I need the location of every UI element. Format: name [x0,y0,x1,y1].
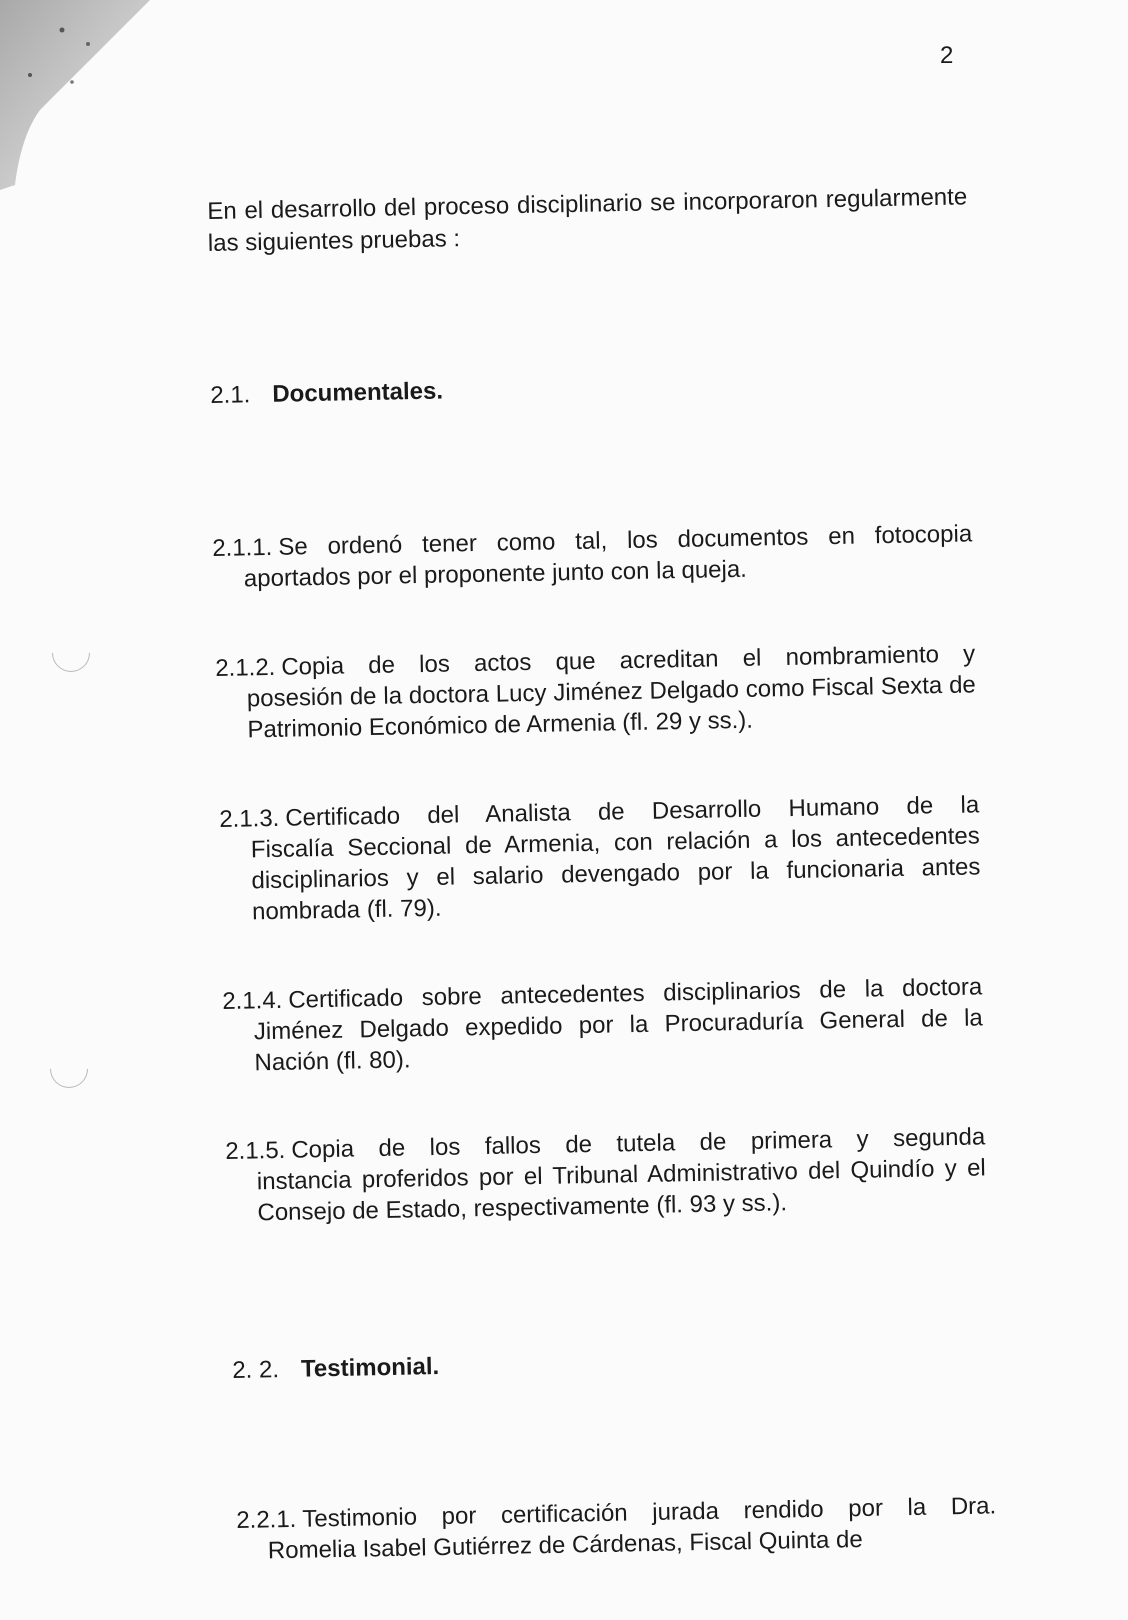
punch-hole-lower [42,1042,96,1096]
item-number: 2.1.5. [225,1136,286,1165]
evidence-item-2-1-4 [222,971,984,1079]
scan-corner-smudge [0,0,170,190]
item-number: 2.1.2. [215,653,276,682]
punch-hole-upper [44,626,98,680]
section-heading-testimonial [232,1351,440,1387]
item-text-rest: aportados por el proponente junto con la queja. [243,555,748,593]
evidence-item-2-1-1 [212,518,973,595]
item-text-first-line: Certificado del Analista de Desarrollo Humano de la [285,791,980,832]
item-number: 2.1.3. [219,804,280,833]
item-text-rest: instancia proferidos por el Tribunal Administrativo del Quindío y el Consejo de Estado, respectivamente (fl. 93 y ss.). [256,1154,987,1227]
section-title: Testimonial. [300,1353,440,1383]
evidence-item-2-2-1 [236,1490,997,1567]
item-text-first-line: Testimonio por certificación jurada rendido por la Dra. [302,1492,997,1533]
item-text-first-line: Certificado sobre antecedentes disciplinarios de la doctora [288,973,983,1014]
item-text-first-line: Copia de los fallos de tutela de primera y segunda [291,1123,986,1164]
item-text-rest: posesión de la doctora Lucy Jiménez Delgado como Fiscal Sexta de Patrimonio Económico de Armenia (fl. 29 y ss.). [246,671,977,744]
item-text-first-line: Se ordenó tener como tal, los documentos en fotocopia [278,520,973,561]
page-number: 2 [940,42,954,69]
evidence-item-2-1-5 [225,1121,987,1229]
item-number: 2.1.1. [212,533,273,562]
item-text-first-line: Copia de los actos que acreditan el nombramiento y [281,640,976,681]
item-number: 2.1.4. [222,986,283,1015]
item-number: 2.2.1. [236,1505,297,1534]
section-number: 2.1. [210,381,251,409]
item-text-rest: Jiménez Delgado expedido por la Procuraduría General de la Nación (fl. 80). [253,1004,984,1077]
section-title: Documentales. [272,377,444,408]
evidence-item-2-1-3 [219,789,981,928]
item-text-rest: Romelia Isabel Gutiérrez de Cárdenas, Fiscal Quinta de [267,1525,863,1565]
evidence-item-2-1-2 [215,638,977,746]
intro-paragraph: En el desarrollo del proceso disciplinario se incorporaron regularmente las siguientes pruebas : [207,183,968,257]
item-text-rest: Fiscalía Seccional de Armenia, con relación a los antecedentes disciplinarios y el salario devengado por la funcionaria antes nombrada (fl. 79). [250,822,981,926]
section-number: 2. 2. [232,1356,280,1384]
section-heading-documentales [210,376,443,412]
